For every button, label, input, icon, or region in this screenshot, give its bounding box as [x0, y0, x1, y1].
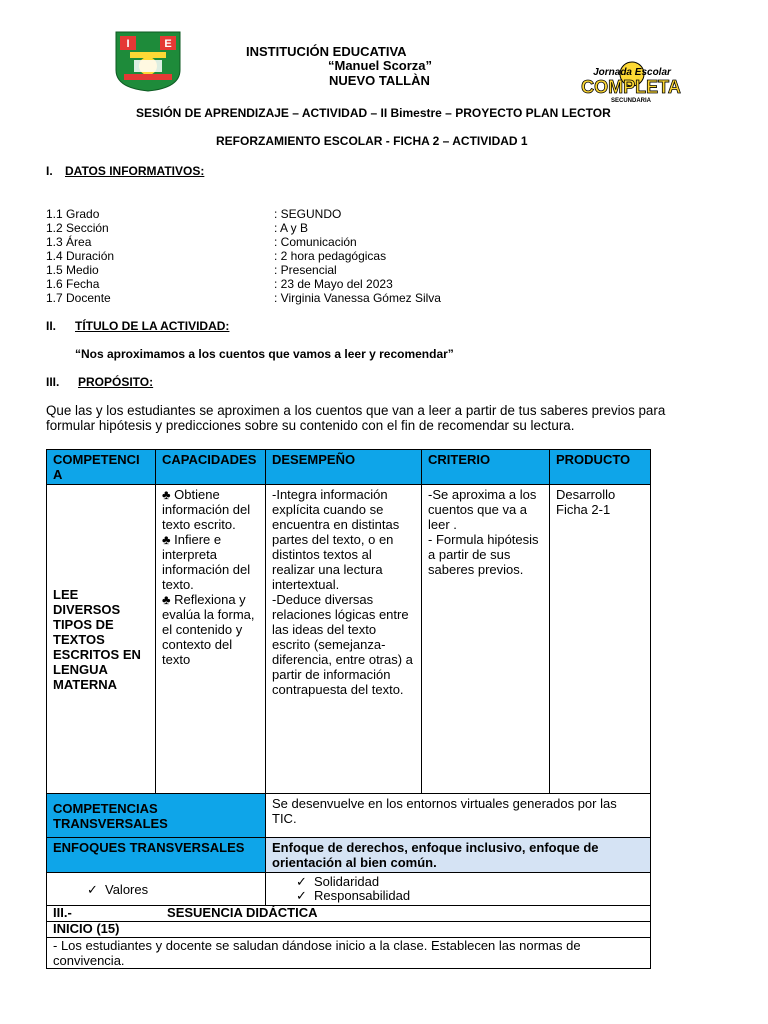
learning-table: [46, 449, 651, 969]
enfoques-label: ENFOQUES TRANSVERSALES: [47, 838, 266, 873]
session-line: SESIÓN DE APRENDIZAJE – ACTIVIDAD – II Bimestre – PROYECTO PLAN LECTOR: [136, 106, 611, 120]
dato-label: 1.4 Duración: [46, 249, 115, 263]
datos-values: [274, 207, 441, 305]
table-row: [47, 485, 651, 794]
table-row: [47, 922, 651, 938]
purpose-text: Que las y los estudiantes se aproximen a los cuentos que van a leer a partir de tus saberes previos para formular hipótesis y predicciones sobre su contenido con el fin de recomendar su lectura.: [46, 403, 666, 433]
valores-label-cell: [47, 873, 266, 906]
activity-title: “Nos aproximamos a los cuentos que vamos a leer y recomendar”: [75, 347, 454, 361]
dato-value: : SEGUNDO: [274, 207, 342, 221]
capacidades-cell: [156, 485, 266, 794]
check-icon: [296, 888, 314, 903]
dato-value: : 23 de Mayo del 2023: [274, 277, 393, 291]
capacidad-item: ♣ Obtiene información del texto escrito.: [162, 487, 251, 532]
secuencia-number: III.-: [53, 905, 72, 920]
table-row: [47, 873, 651, 906]
svg-text:COMPLETA: COMPLETA: [581, 77, 681, 97]
header-criterio: CRITERIO: [422, 450, 550, 485]
institution-label: INSTITUCIÓN EDUCATIVA: [246, 44, 407, 59]
valores-label: Valores: [105, 881, 149, 897]
school-name: “Manuel Scorza”: [328, 58, 433, 73]
dato-value: : Comunicación: [274, 235, 357, 249]
table-header-row: [47, 450, 651, 485]
transversales-value: Se desenvuelve en los entornos virtuales generados por las TIC.: [266, 794, 651, 838]
dato-label: 1.6 Fecha: [46, 277, 100, 291]
datos-labels: [46, 207, 114, 305]
dato-label: 1.2 Sección: [46, 221, 109, 235]
secuencia-cell: [47, 906, 651, 922]
header-competencia: COMPETENCIA: [47, 450, 156, 485]
dato-label: 1.3 Área: [46, 235, 92, 249]
svg-text:Jornada Escolar: Jornada Escolar: [593, 67, 671, 78]
criterio-cell: -Se aproxima a los cuentos que va a leer . - Formula hipótesis a partir de sus saberes previos.: [422, 485, 550, 794]
dato-value: : Virginia Vanessa Gómez Silva: [274, 291, 441, 305]
transversales-label: COMPETENCIAS TRANSVERSALES: [47, 794, 266, 838]
table-row: [47, 938, 651, 969]
valor-item: Solidaridad: [314, 874, 380, 889]
dato-value: : A y B: [274, 221, 309, 235]
dato-value: : Presencial: [274, 263, 337, 277]
svg-text:I: I: [126, 38, 130, 50]
capacidad-item: ♣ Reflexiona y evalúa la forma, el contenido y contexto del texto: [162, 592, 255, 667]
jornada-completa-logo: [570, 58, 692, 104]
svg-text:SECUNDARIA: SECUNDARIA: [610, 98, 652, 104]
table-row: [47, 794, 651, 838]
valor-item: Responsabilidad: [314, 888, 411, 903]
section-1-number: I.: [46, 164, 53, 178]
dato-value: : 2 hora pedagógicas: [274, 249, 387, 263]
check-icon: [87, 882, 105, 897]
desempeno-cell: -Integra información explícita cuando se encuentra en distintas partes del texto, o en distintos textos al realizar una lectura intertextual. -Deduce diversas relaciones lógicas entre las ideas del texto escrito (semejanza-diferencia, entre otras) a partir de información contrapuesta del texto.: [266, 485, 422, 794]
table-row: [47, 906, 651, 922]
dato-label: 1.7 Docente: [46, 291, 111, 305]
school-logo: [112, 30, 184, 92]
section-1-title: DATOS INFORMATIVOS:: [65, 164, 205, 178]
competencia-cell: LEE DIVERSOS TIPOS DE TEXTOS ESCRITOS EN LENGUA MATERNA: [47, 485, 156, 794]
section-2-title: TÍTULO DE LA ACTIVIDAD:: [75, 319, 230, 333]
inicio-label: INICIO (15): [47, 922, 651, 938]
ficha-line: REFORZAMIENTO ESCOLAR - FICHA 2 – ACTIVIDAD 1: [216, 134, 528, 148]
svg-text:E: E: [164, 38, 172, 50]
inicio-text: - Los estudiantes y docente se saludan dándose inicio a la clase. Establecen las normas de convivencia.: [47, 938, 651, 969]
section-3-title: PROPÓSITO:: [78, 375, 154, 389]
capacidad-item: ♣ Infiere e interpreta información del texto.: [162, 532, 251, 592]
table-row: [47, 838, 651, 873]
secuencia-title: SESUENCIA DIDÁCTICA: [167, 905, 318, 920]
school-location: NUEVO TALLÀN: [329, 73, 430, 88]
valores-cell: [266, 873, 651, 906]
enfoques-value: Enfoque de derechos, enfoque inclusivo, enfoque de orientación al bien común.: [266, 838, 651, 873]
section-2-number: II.: [46, 319, 57, 333]
producto-cell: Desarrollo Ficha 2-1: [550, 485, 651, 794]
header-desempeno: DESEMPEÑO: [266, 450, 422, 485]
dato-label: 1.1 Grado: [46, 207, 100, 221]
dato-label: 1.5 Medio: [46, 263, 99, 277]
check-icon: [296, 874, 314, 889]
header-capacidades: CAPACIDADES: [156, 450, 266, 485]
section-3-number: III.: [46, 375, 60, 389]
header-producto: PRODUCTO: [550, 450, 651, 485]
